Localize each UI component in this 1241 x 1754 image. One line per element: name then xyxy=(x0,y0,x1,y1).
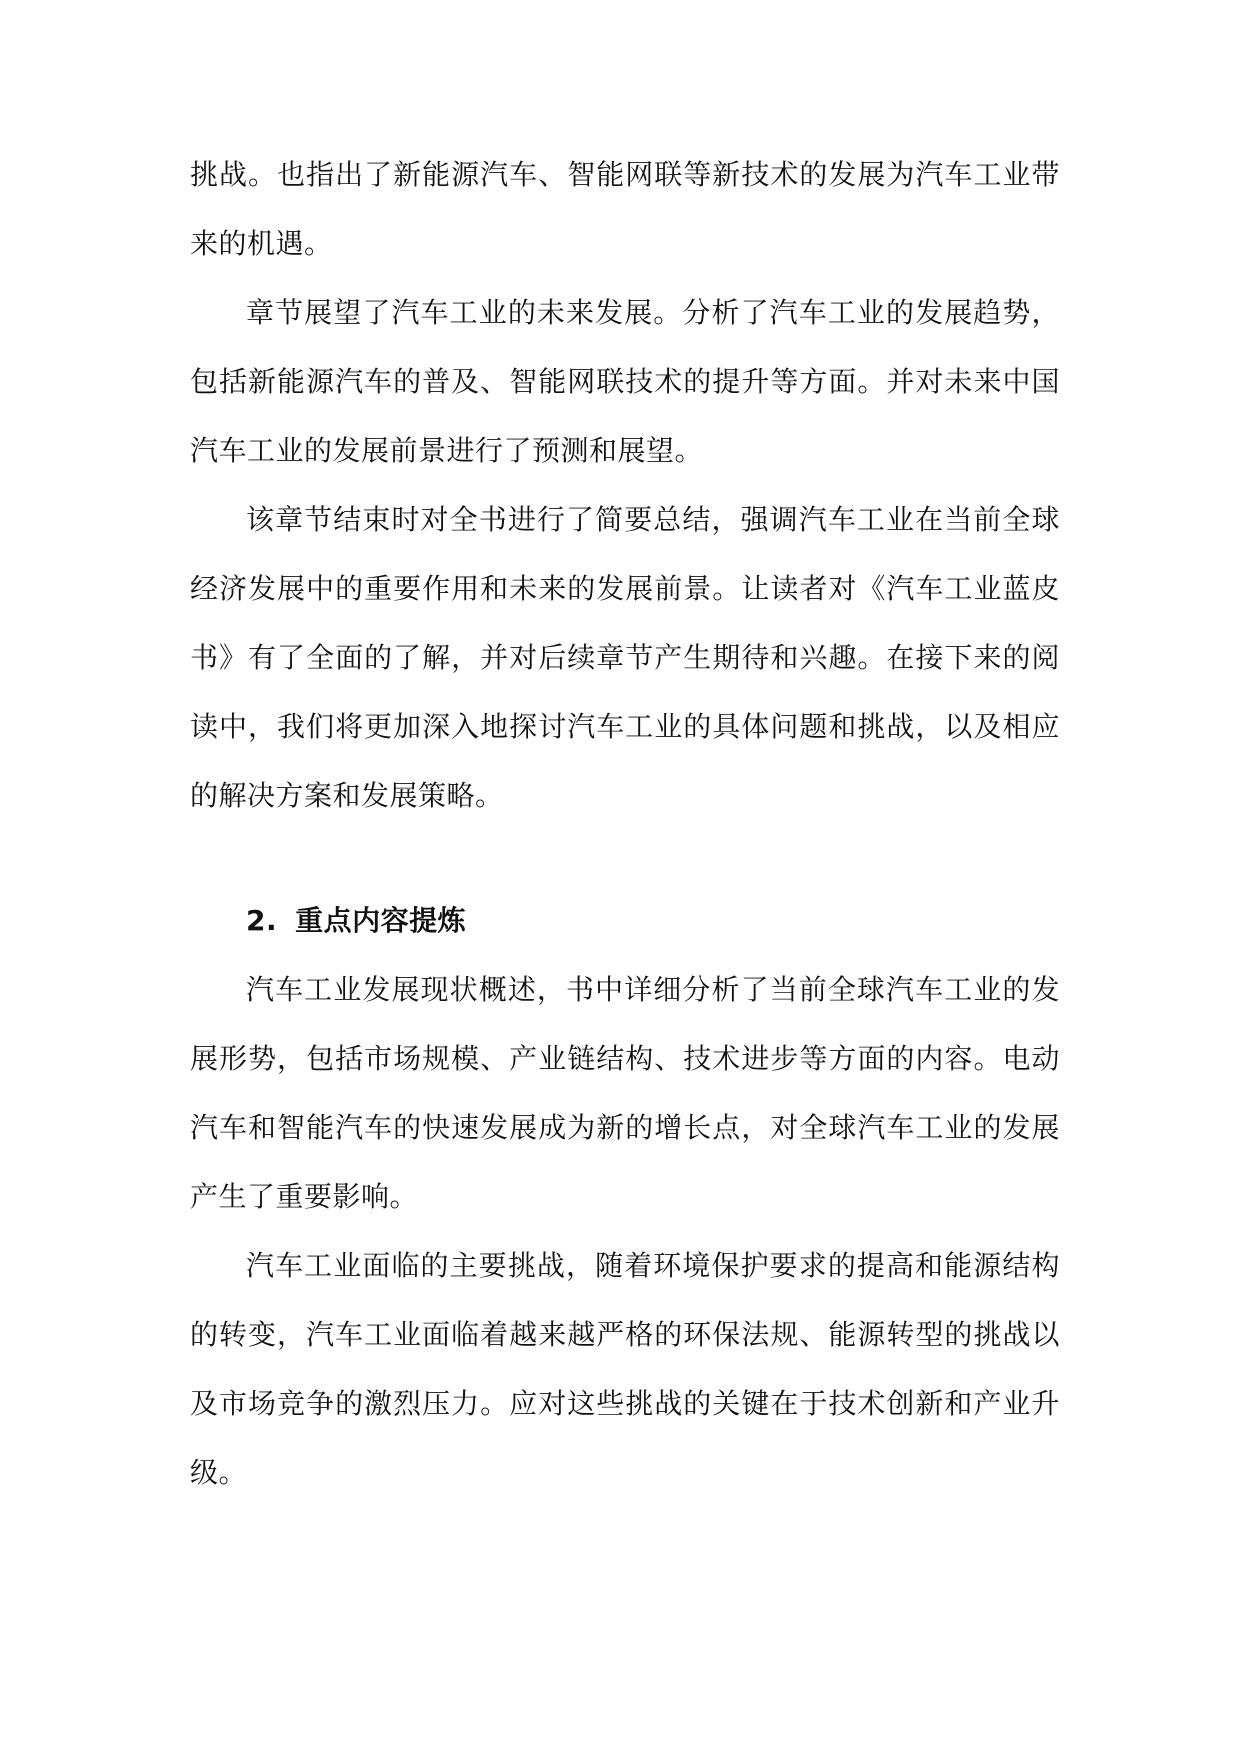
document-page xyxy=(190,140,1060,1507)
paragraph-challenges-opportunities: 挑战。也指出了新能源汽车、智能网联等新技术的发展为汽车工业带来的机遇。 xyxy=(190,158,1060,260)
paragraph-future-outlook: 章节展望了汽车工业的未来发展。分析了汽车工业的发展趋势，包括新能源汽车的普及、智能网联技术的提升等方面。并对未来中国汽车工业的发展前景进行了预测和展望。 xyxy=(190,296,1060,467)
section-number: 2. xyxy=(246,904,278,937)
paragraph-chapter-summary: 该章节结束时对全书进行了简要总结，强调汽车工业在当前全球经济发展中的重要作用和未来的发展前景。让读者对《汽车工业蓝皮书》有了全面的了解，并对后续章节产生期待和兴趣。在接下来的阅读中，我们将更加深入地探讨汽车工业的具体问题和挑战，以及相应的解决方案和发展策略。 xyxy=(190,503,1060,812)
paragraph-industry-challenges: 汽车工业面临的主要挑战，随着环境保护要求的提高和能源结构的转变，汽车工业面临着越来越严格的环保法规、能源转型的挑战以及市场竞争的激烈压力。应对这些挑战的关键在于技术创新和产业升级。 xyxy=(190,1249,1060,1489)
section-title: 重点内容提炼 xyxy=(295,904,467,937)
section-heading xyxy=(190,886,1060,955)
paragraph-industry-status: 汽车工业发展现状概述，书中详细分析了当前全球汽车工业的发展形势，包括市场规模、产业链结构、技术进步等方面的内容。电动汽车和智能汽车的快速发展成为新的增长点，对全球汽车工业的发展产生了重要影响。 xyxy=(190,973,1060,1213)
